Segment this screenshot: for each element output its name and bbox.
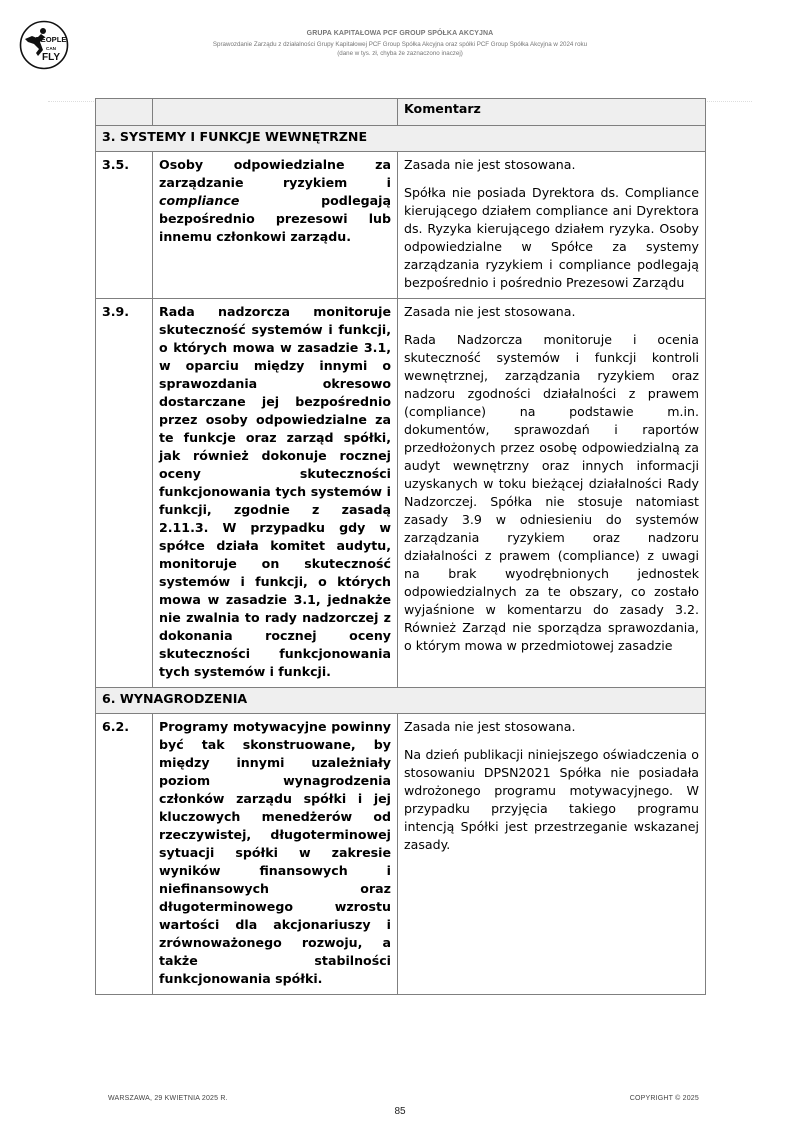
company-logo (19, 20, 69, 70)
header-report-title: Sprawozdanie Zarządu z działalności Grupy Kapitałowej PCF Group Spółka Akcyjna oraz spółki PCF Group Spółka Akcyjna w 2024 roku (212, 41, 588, 48)
table-row (96, 299, 706, 688)
table-row (96, 714, 706, 995)
governance-principles-table (95, 98, 706, 995)
principle-description: Programy motywacyjne powinny być tak skonstruowane, by między innymi uzależniały poziom wynagrodzenia członków zarządu spółki i jej kluczowych menedżerów od rzeczywistej, długoterminowej sytuacji spółki w zakresie wyników finansowych i niefinansowych oraz długoterminowego wzrostu wartości dla akcjonariuszy i zrównoważonego rozwoju, a także stabilności funkcjonowania spółki. (153, 714, 398, 995)
table-row (96, 152, 706, 299)
footer-copyright: COPYRIGHT © 2025 (629, 1095, 699, 1102)
logo-word-fly: FLY (42, 52, 60, 63)
section-row-systems (96, 126, 706, 152)
comment-text: Rada Nadzorcza monitoruje i ocenia skuteczność systemów i funkcji kontroli wewnętrznej, zarządzania ryzykiem oraz nadzoru zgodności działalności z prawem (compliance) na podstawie m.in. dokumentów, sprawozdań i raportów przedłożonych przez osobę odpowiedzialną za audyt wewnętrzny oraz innych informacji uzyskanych w toku bieżącej działalności Rady Nadzorczej. Spółka nie stosuje natomiast zasady 3.9 w odniesieniu do systemów zarządzania ryzykiem oraz nadzoru działalności z prawem (compliance) z uwagi na brak wyodrębnionych jednostek odpowiedzialnych za te obszary, co zostało wyjaśnione w komentarzu do zasady 3.2. Również Zarząd nie sporządza sprawozdania, o którym mowa w przedmiotowej zasadzie (404, 332, 699, 653)
header-comment-cell: Komentarz (398, 99, 706, 126)
header-company-name: GRUPA KAPITAŁOWA PCF GROUP SPÓŁKA AKCYJNA (306, 30, 494, 37)
principle-comment (398, 714, 706, 995)
comment-status: Zasada nie jest stosowana. (404, 157, 576, 172)
section-row-remuneration (96, 688, 706, 714)
header-units-note: (dane w tys. zł, chyba że zaznaczono inaczej) (337, 50, 463, 57)
header-empty-cell (153, 99, 398, 126)
principle-description: Rada nadzorcza monitoruje skuteczność systemów i funkcji, o których mowa w zasadzie 3.1, w oparciu między innymi o sprawozdania okresowo dostarczane jej bezpośrednio przez osoby odpowiedzialne za te funkcje oraz zarząd spółki, jak również dokonuje rocznej oceny skuteczności funkcjonowania tych systemów i funkcji, zgodnie z zasadą 2.11.3. W przypadku gdy w spółce działa komitet audytu, monitoruje on skuteczność systemów i funkcji, o których mowa w zasadzie 3.1, jednakże nie zwalnia to rady nadzorczej z dokonania rocznej oceny skuteczności funkcjonowania tych systemów i funkcji. (153, 299, 398, 688)
logo-word-people: PEOPLE (35, 35, 67, 44)
principle-comment (398, 299, 706, 688)
principle-comment (398, 152, 706, 299)
principle-description: Osoby odpowiedzialne za zarządzanie ryzykiem i compliance podlegają bezpośrednio prezesowi lub innemu członkowi zarządu. (153, 152, 398, 299)
comment-text: Spółka nie posiada Dyrektora ds. Compliance kierującego działem compliance ani Dyrektora ds. Ryzyka kierującego działem ryzyka. Osoby odpowiedzialne w Spółce za systemy zarządzania ryzykiem i compliance podlegają bezpośrednio i pośrednio Prezesowi Zarządu (404, 185, 699, 290)
comment-text: Na dzień publikacji niniejszego oświadczenia o stosowaniu DPSN2021 Spółka nie posiadała wdrożonego programu motywacyjnego. W przypadku przyjęcia takiego programu intencją Spółki jest przestrzeganie wskazanej zasady. (404, 747, 699, 852)
comment-status: Zasada nie jest stosowana. (404, 719, 576, 734)
comment-status: Zasada nie jest stosowana. (404, 304, 576, 319)
principle-number: 3.5. (96, 152, 153, 299)
principle-number: 3.9. (96, 299, 153, 688)
header-empty-cell (96, 99, 153, 126)
principle-number: 6.2. (96, 714, 153, 995)
italic-term: compliance (159, 193, 240, 208)
logo-word-can: CAN (46, 46, 56, 51)
table-header-row (96, 99, 706, 126)
section-title: 6. WYNAGRODZENIA (96, 688, 706, 714)
footer-place-date: WARSZAWA, 29 KWIETNIA 2025 R. (108, 1095, 228, 1102)
page-number: 85 (394, 1106, 406, 1117)
section-title: 3. SYSTEMY I FUNKCJE WEWNĘTRZNE (96, 126, 706, 152)
